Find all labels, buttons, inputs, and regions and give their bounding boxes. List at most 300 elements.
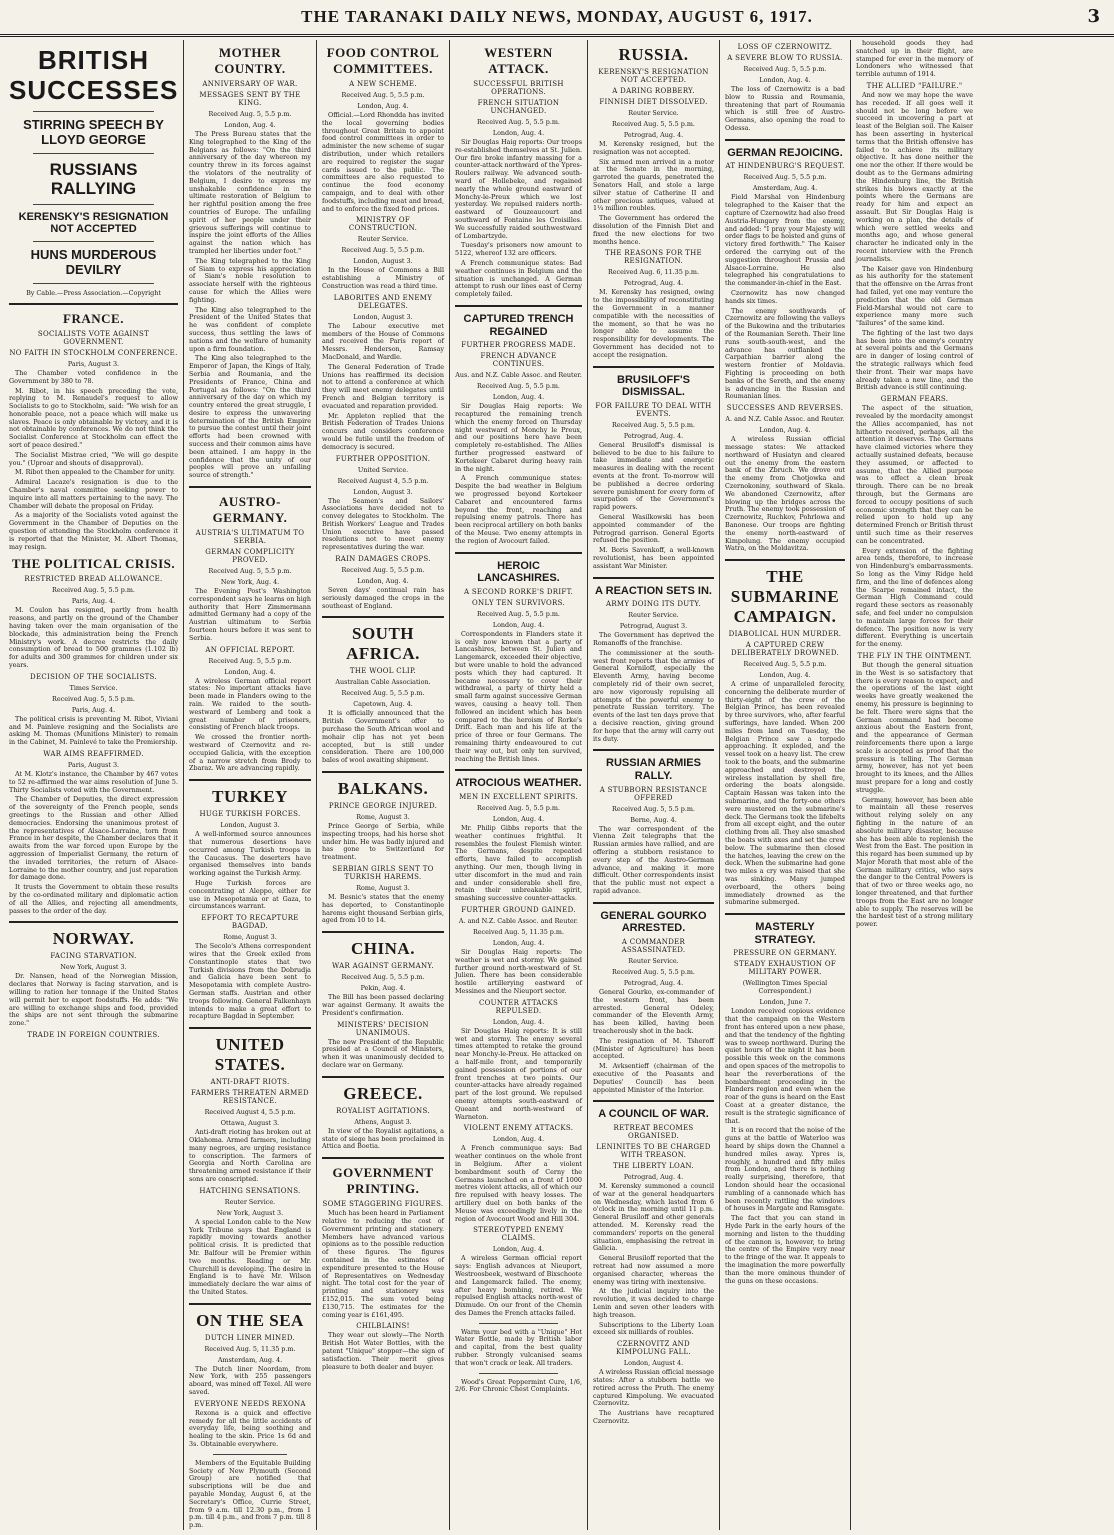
dateline: Paris, August 3. — [67, 359, 120, 368]
paragraph: A wireless German official report says: English advances at Nieuport, Westroosbeek, westward of Bixschoote and Langemarck failed. The enemy, after heavy bombing, retired. We repulsed English attacks north-west of Dixmude. On our front of the Chemin des Dames the French attacks failed. — [455, 1254, 582, 1317]
dateline: Petrograd, Aug. 4. — [623, 279, 684, 288]
dateline: Pekin, Aug. 4. — [360, 984, 406, 993]
dateline: Received Aug. 5, 5.5 p.m. — [208, 567, 292, 576]
source: Reuter Service. — [628, 109, 679, 117]
subhead: FRENCH SITUATION UNCHANGED. — [477, 99, 560, 115]
divider — [33, 283, 154, 284]
dateline: Received Aug. 5, 5.5 p.m. — [612, 804, 695, 813]
dateline: London, Aug. 4. — [759, 426, 811, 435]
divider — [33, 241, 154, 242]
section-government-printing: GOVERNMENT PRINTING. — [332, 1165, 434, 1197]
divider — [322, 931, 444, 933]
subhead: FACING STARVATION. — [50, 952, 137, 961]
subhead: DUTCH LINER MINED. — [204, 1333, 296, 1342]
paragraph: The new President of the Republic presided at a Council of Ministers, when it was unanimously decided to declare war on Germany. — [322, 1037, 444, 1069]
dateline: Received Aug. 6, 11.35 p.m. — [607, 268, 700, 277]
divider — [189, 779, 311, 781]
newspaper-title: THE TARANAKI DAILY NEWS, MONDAY, AUGUST 6, 1917. — [301, 7, 813, 26]
advert-heading: CHILBLAINS! — [356, 1322, 410, 1331]
paragraph: The political crisis is preventing M. Ribot, Viviani and M. Painleve resigning and the Socialists are asking M. Thomas (Munitions Minister) to remain in the Cabinet, M. Painlevé to take the Premiership. — [9, 714, 178, 747]
subhead: HATCHING SENSATIONS. — [199, 1186, 301, 1195]
paragraph: General Gourko, ex-commander of the western front, has been arrested. General Odeley, commander of the Eleventh Army, has been killed, having been treacherously shot in the back. — [593, 988, 714, 1036]
dateline: London, Aug. 4. — [224, 121, 276, 129]
subhead: CZERNOVITZ AND KIMPOLUNG FALL. — [615, 1340, 692, 1357]
paragraph: M. Kerensky resigned, but the resignation was not accepted. — [593, 140, 714, 156]
subhead: A SEVERE BLOW TO RUSSIA. — [727, 54, 843, 62]
paragraph: The Evening Post's Washington correspondent says he learns on high authority that Herr Zimmermann admitted Germany had a copy of the Austrian ultimatum to Serbia fourteen hours before it was sent to Serbia. — [189, 587, 311, 642]
column-2 — [184, 40, 317, 1530]
divider — [9, 303, 178, 305]
divider — [593, 749, 714, 751]
section-france: FRANCE. — [63, 310, 124, 326]
subhead: PRINCE GEORGE INJURED. — [328, 802, 438, 811]
dateline: Received Aug. 5, 5.5 p.m. — [341, 973, 425, 982]
dateline: Rome, August 3. — [223, 933, 277, 942]
paragraph: London received copious evidence that the campaign on the Western front has entered upon a new phase, and that the tendency of the fighting was to sweep northward. During the quiet hours of the night it has been possible this week on the commons and open spaces of the metropolis to hear the reverberations of the bombardment proceeding in the Flanders region and even when the roar of the guns is heard on the East Coast at a greater distance, the result is the strategic significance of that. — [725, 1007, 845, 1125]
subhead: AN OFFICIAL REPORT. — [205, 645, 295, 654]
section-russia: RUSSIA. — [618, 45, 689, 64]
paragraph: A wireless German official report states: No important attacks have been made in Flanders owing to the rain. We raided to the south-westward of Lemberg and took a great number of prisoners, consisting of French black troops. — [189, 676, 311, 732]
dateline: New York, August 3. — [60, 963, 127, 972]
dateline: Received Aug. 5, 5.5 p.m. — [612, 120, 695, 128]
paragraph: A French communique states: Bad weather continues in Belgium and the situation is unchanged. A German attempt to rush our lines east of Cerny completely failed. — [455, 258, 582, 299]
section-submarine-campaign: THE SUBMARINE CAMPAIGN. — [730, 567, 840, 627]
subhead: ROYALIST AGITATIONS. — [336, 1106, 430, 1115]
headline-gourko: GENERAL GOURKO ARRESTED. — [600, 909, 707, 935]
paragraph: Germany, however, has been able to maintain all these reserves without relying solely on any fighting in the nature of an absolute military disaster, because she has been able to replenish the West from the East. The position in this regard has been summed up by Major Morath that most able of the German military critics, who says the danger to the Central Powers is that of two or three weeks ago, no longer threatened, and that further troops from the East are no longer able to supply. The reserves will be the hardest test of a strong military power. — [856, 795, 973, 929]
dateline: London, Aug. 4. — [492, 1245, 545, 1254]
paragraph: General Brusiloff reported that the retreat had now assumed a more organised character, whereas the enemy was tiring with inextensive. — [593, 1254, 714, 1286]
divider — [33, 153, 154, 154]
notice-text: Members of the Equitable Building Society of New Plymouth (Second Group) are notified that subscriptions will be due and payable Monday, August 6, at the Secretary's Office, Currie Street, from 9 a.m. till 12.30 p.m., from 1 p.m. till 4 p.m., and from 7 p.m. till 8 p.m. — [189, 1458, 311, 1530]
dateline: London, Aug. 4. — [492, 1017, 545, 1026]
section-austro-germany: AUSTRO-GERMANY. — [212, 494, 288, 526]
dateline: Received Aug. 5, 5.5 p.m. — [612, 968, 695, 977]
subhead: ARMY DOING ITS DUTY. — [606, 600, 701, 609]
dateline: Ottawa, August 3. — [220, 1119, 280, 1128]
dateline: Received Aug. 5, 5.5 p.m. — [477, 804, 560, 813]
paragraph: But though the general situation in the West is so satisfactory that there is every reason to expect, and the operations of the last eight weeks have greatly weakened the enemy, his pressure is beginning to be felt. There were signs that the German command had become anxious about the Eastern front, and the appearance of German reinforcements there upon a large scale is accepted as proof that the pressure is telling. The German army, however, has not yet been brought to its knees, and the Allies must prepare for a long and costly struggle. — [856, 660, 973, 794]
dateline: Received Aug. 5, 5.5 p.m. — [52, 694, 135, 703]
subhead: MESSAGES SENT BY THE KING. — [199, 91, 301, 107]
paragraph: Sir Douglas Haig reports: We recaptured the remaining trench which the enemy forced on Thursday night westward of Monchy le Preux, and our positions here have been completely re-established. The Allies further progressed eastward of Kortekeer Cabaret during heavy rain in the night. — [455, 402, 582, 473]
dateline: London, August 3. — [353, 487, 413, 496]
subhead: THE REASONS FOR THE RESIGNATION. — [605, 249, 702, 266]
dateline: Received Aug. 5, 5.5 p.m. — [208, 656, 292, 665]
subhead: SOME STAGGERING FIGURES. — [322, 1200, 444, 1209]
dateline: Petrograd, August 3. — [619, 622, 688, 631]
paragraph: The Government has ordered the dissolution of the Finnish Diet and fixed the new elections for two months hence. — [593, 214, 714, 246]
dateline: Received Aug. 5, 11.35 p.m. — [472, 928, 565, 936]
headline-captured-trench: CAPTURED TRENCH REGAINED — [463, 312, 574, 338]
dateline: Received Aug. 5, 5.5 p.m. — [341, 689, 425, 698]
paragraph: Sir Douglas Haig reports: It is still wet and stormy. The enemy several times attempted to retake the ground near Monchy-le-Preux. He attacked on a half-mile front, and temporarily gained possession of portions of our front trenches at two points. Our counter-attacks have already regained part of the lost ground. We repulsed enemy attempts south-eastward of Queant and north-westward of Warneton. — [455, 1026, 582, 1121]
source: United Service. — [357, 465, 409, 474]
headline-kerensky: KERENSKY'S RESIGNATION NOT ACCEPTED — [18, 210, 169, 236]
headline-atrocious-weather: ATROCIOUS WEATHER. — [455, 777, 582, 790]
subhead: RESTRICTED BREAD ALLOWANCE. — [24, 575, 163, 584]
dateline: Petrograd, Aug. 4. — [623, 431, 684, 440]
dateline: Paris, August 3. — [67, 761, 120, 769]
paragraph: A wireless Russian official message states: After a stubborn battle we retired across the Pruth. The enemy captured Kimpolung. We evacuated Czernovitz. — [593, 1368, 714, 1408]
paragraph: Six armed men arrived in a motor at the Senate in the morning, garroted the guards, penetrated the Senators Hall, and stole a large silver statue of Catherine II and other precious antiques, valued at 1¼ million roubles. — [593, 157, 714, 213]
dateline: London, August 3. — [353, 312, 413, 321]
source: Reuter Service. — [357, 235, 409, 244]
subhead: EFFORT TO RECAPTURE BAGDAD. — [201, 914, 299, 931]
advert-text: Wood's Great Peppermint Cure, 1/6, 2/6. For Chronic Chest Complaints. — [455, 1377, 582, 1394]
headline-reaction: A REACTION SETS IN. — [595, 584, 712, 597]
divider — [479, 1373, 558, 1374]
paragraph: In view of the Royalist agitations, a state of siege has been proclaimed in Attica and Boetia. — [322, 1126, 444, 1151]
section-south-africa: SOUTH AFRICA. — [346, 624, 420, 664]
divider — [455, 305, 582, 307]
dateline: Rome, August 3. — [356, 813, 410, 822]
paragraph: It is officially announced that the British Government's offer to purchase the South African wool and mohair clip has not yet been accepted, but is still under consideration. There are 100,000 bales of wool awaiting shipment. — [322, 709, 444, 765]
paragraph: Seven days' continual rain has seriously damaged the crops in the southeast of England. — [322, 586, 444, 610]
divider — [725, 559, 845, 561]
subhead: LOSS OF CZERNOWITZ. — [737, 43, 833, 51]
paragraph: Dr. Nansen, head of the Norwegian Mission, declares that Norway is facing starvation, and is willing to ration her tonnage if the United States will permit her to export foodstuffs. He adds: "We are willing to exchange ships and food, provided the ships are not sent through the submarine zone." — [9, 972, 178, 1028]
subhead: ONLY TEN SURVIVORS. — [472, 598, 565, 607]
paragraph: household goods they had snatched up in their flight, are stamped for ever in the memory of Londoners who witnessed that terrible autumn of 1914. — [856, 40, 973, 79]
source: Aus. and N.Z. Cable Assoc. and Reuter. — [455, 371, 582, 380]
divider — [322, 1157, 444, 1159]
divider — [9, 921, 178, 923]
paragraph: The Bill has been passed declaring war against Germany. It awaits the President's confirmation. — [322, 993, 444, 1017]
paragraph: It is on record that the noise of the guns at the battle of Waterloo was heard by ships down the Channel a hundred miles away. Ypres is, roughly, a hundred and fifty miles from London, and there is nothing really surprising, therefore, that London should hear the occasional rumbling of a cannonade which has been recently rattling the windows of houses in Margate and Ramsgate. — [725, 1126, 845, 1213]
paragraph: A French communique says: Bad weather continues on the whole front in Belgium. After a violent bombardment south of Cerny the Germans launched on a front of 1000 metres violent attacks, all of which our fire repulsed with heavy losses. The artillery duel on both banks of the Meuse was exceedingly lively in the region of Avocourt Wood and Hill 304. — [455, 1144, 582, 1223]
paragraph: Correspondents in Flanders state it is only now known that a party of Lancashires, between St. Julien and Langemarck, exceeded their objective, but were unable to hold the advanced posts which they had captured. It became necessary to cover their withdrawal, a party of thirty held a small farm against successive German waves, causing a heavy toll. Then followed an incident which has been compared to the heroism of Rorke's Drift. Each man and his life at the price of three or four Germans. The remaining thirty endeavoured to cut their way out, but only ten survived, reaching the British lines. — [455, 629, 582, 763]
column-1 — [4, 40, 184, 1530]
divider — [593, 366, 714, 368]
paragraph: As a majority of the Socialists voted against the Government in the Chamber of Deputies on the question of attending the Stockholm conference it is reported that the Minister, M. Albert Thomas, may resign. — [9, 511, 178, 551]
dateline: London, August 3. — [353, 257, 413, 266]
subhead: DECISION OF THE SOCIALISTS. — [30, 672, 157, 681]
section-western-attack: WESTERN ATTACK. — [484, 45, 553, 76]
subhead: A SECOND RORKE'S DRIFT. — [463, 587, 574, 596]
divider — [455, 769, 582, 771]
divider — [593, 1100, 714, 1102]
paragraph: The King also telegraphed to the President of the United States that he was confident of complete success, thus settling the laws of nations and the welfare of humanity upon a firm foundation. — [189, 305, 311, 353]
subhead: SUCCESSES AND REVERSES. — [726, 404, 844, 413]
dateline: Rome, August 3. — [356, 884, 410, 893]
subhead: FURTHER OPPOSITION. — [335, 454, 431, 463]
divider — [593, 902, 714, 904]
paragraph: Huge Turkish forces are concentrating at Aleppo, either for use in Mesopotamia or at Gaza, to circumstances warrant. — [189, 878, 311, 911]
dateline: Received Aug. 5, 5.5 p.m. — [743, 173, 827, 182]
subhead: LENINITES TO BE CHARGED WITH TREASON. — [596, 1143, 711, 1160]
divider — [322, 616, 444, 618]
paragraph: The fact that you can stand in Hyde Park in the early hours of the morning and listen to the thudding of the cannon is, however, to bring the centre of the Empire very near to the fringe of the war. It appeals to the imagination the more powerfully than the more ominous thunder of the guns on these occasions. — [725, 1214, 845, 1285]
page-number: 3 — [1087, 6, 1100, 27]
dateline: London, Aug. 4. — [492, 129, 545, 137]
subhead: RAIN DAMAGES CROPS. — [335, 555, 431, 564]
subhead: SUCCESSFUL BRITISH OPERATIONS. — [473, 80, 564, 96]
dateline: Received Aug. 5, 5.5 p.m. — [477, 118, 560, 126]
paragraph: The commissioner at the south-west front reports that the armies of General Korniloff, especially the Eleventh Army, having become completely rid of their own secret, are now vigorously repulsing all attempts of the powerful enemy to penetrate Russian territory. The events of the last ten days prove that a decisive reaction, giving ground for hope that the army will carry out its duty. — [593, 648, 714, 743]
section-on-the-sea: ON THE SEA — [196, 1310, 304, 1330]
dateline: London, Aug. 4. — [492, 620, 545, 629]
source: A. and N.Z. Cable Assoc. and Reuter. — [725, 415, 845, 424]
paragraph: A crime of unparalleled ferocity, concerning the deliberate murder of thirty-eight of the crew of the Belgian Prince, has been revealed by three survivors, who, after fearful sufferings, have landed. When 200 miles from land on Tuesday, the Belgian Prince saw a torpedo approaching. It exploded, and the vessel took on a heavy list. The crew took to the boats, and the submarine approached and destroyed the wireless installation by shell fire, ordering the boats alongside. Captain Hassan was taken into the submarine, and the forty-one others were mustered on the submarine's deck. The Germans took the lifebelts from all except eight, and the outer clothing from all. They also smashed the boats with axes and set the crew below. The submarine then closed the hatches, leaving the crew on the deck. When the submarine had gone two miles a cry was raised that she was sinking. Many jumped overboard, the others being immediately drowned as the submarine submerged. — [725, 680, 845, 907]
paragraph: General Brusiloff's dismissal is believed to be due to his failure to take immediate and energetic measures in dealing with the recent events at the front. To-morrow will be published a decree ordering severe punishment for every form of usurpation of the Government's rapid powers. — [593, 440, 714, 512]
source: Reuter Service. — [628, 957, 679, 966]
advert-text: They wear out slowly—The North British Hot Water Bottles, with the patent "Unique" stopper—the sign of satisfaction. Their merit gives pleasure to both dealer and buyer. — [322, 1331, 444, 1371]
paragraph: M. Ribot then appealed to the Chamber for unity. — [15, 468, 175, 477]
paragraph: A special London cable to the New York Tribune says that England is rapidly moving towards another political crisis. It is predicted that Mr. Balfour will be Premier within two months. Reading or Mr. Churchill is developing. The desire in England is to have Mr. Wilson immediately declare the war aims of the United States. — [189, 1217, 311, 1296]
divider — [213, 1454, 287, 1455]
paragraph: We crossed the frontier north-westward of Czernovitz and re-occupied Galicia, with the exception of a narrow stretch from Brody to Zbaraz. We are advancing rapidly. — [189, 733, 311, 773]
paragraph: The Kaiser gave von Hindenburg as his authority for the statement that the offensive on the Arras front had failed, yet one may venture the prediction that the old German Field-Marshal would not care to experience many more such "failures" of the same kind. — [856, 264, 973, 328]
masthead — [0, 0, 1114, 37]
paragraph: The fighting of the last two days has been into the enemy's country at several points and the Germans are in danger of losing control of the strategic railways which feed their front. Their war maps have already taken a new line, and the British advance is still continuing. — [856, 328, 973, 392]
dateline: New York, Aug. 4. — [220, 578, 280, 587]
paragraph: The King telegraphed to the King of Siam to express his appreciation of Siam's noble resolution to associate herself with the righteous cause for which the Allies were fighting. — [189, 256, 311, 304]
subhead: A DARING ROBBERY. — [612, 87, 695, 95]
source: Times Service. — [69, 683, 118, 692]
subhead: VIOLENT ENEMY ATTACKS. — [463, 1124, 574, 1133]
headline-council-of-war: A COUNCIL OF WAR. — [598, 1108, 709, 1121]
paragraph: M. Coulon has resigned, partly from health reasons, and partly on the ground of the Chamber having taken over the main organisation of the blockade, this administration being the French Ministry's work. A decree restricts the daily consumption of bread to 500 grammes (1.102 lb) for adults and 300 grammes for children under six years. — [9, 606, 178, 670]
dateline: Received Aug. 5, 5.5 p.m. — [52, 586, 135, 595]
paragraph: Much has been heard in Parliament relative to reducing the cost of Government printing and stationery. Members have advanced various opinions as to the possible reduction of these figures. The figures contained in the estimates of expenditure presented to the House of Representatives on Wednesday night. The total cost for the year of printing and stationery was £152,015. The sum voted being £130,715. The estimates for the coming year is £161,495. — [322, 1209, 444, 1319]
subhead: SERBIAN GIRLS SENT TO TURKISH HAREMS. — [332, 865, 434, 882]
section-norway: NORWAY. — [52, 929, 135, 949]
subhead: DIABOLICAL HUN MURDER. — [728, 630, 842, 639]
paragraph: The resignation of M. Tsheroff (Minister of Agriculture) has been accepted. — [593, 1036, 714, 1061]
subhead: LABORITES AND ENEMY DELEGATES. — [333, 293, 433, 310]
dateline: Paris, Aug. 4. — [71, 597, 116, 606]
subhead: FURTHER GROUND GAINED. — [461, 906, 576, 914]
dateline: London, Aug. 4. — [492, 815, 545, 824]
paragraph: The King also telegraphed to the Emperor of Japan, the Kings of Italy, Serbia and Roumania, and the Presidents of France, China and Portugal as follows: "On the third anniversary of the day on which my country entered the great struggle, I desire to express the unwavering determination of the British Empire to pursue the contest until their joint efforts had been crowned with success and their common aims have been attained. I am happy in the confidence that the unity of our peoples will prove an unfailing source of strength." — [189, 354, 311, 480]
section-china: CHINA. — [351, 939, 415, 959]
advert-heading: EVERYONE NEEDS REXONA — [194, 1399, 306, 1408]
byline: By Cable.—Press Association.—Copyright — [26, 288, 161, 297]
paragraph: M. Kerensky has resigned, owing to the impossibility of reconstituting the Government in a manner compatible with the necessities of the moment, so that he was no longer able to assume the responsibility for developments. The Government has decided not to accept the resignation. — [593, 288, 714, 359]
source: Australian Cable Association. — [335, 678, 431, 687]
dateline: Received Aug. 5, 5.5 p.m. — [612, 420, 695, 429]
paragraph: Official.—Lord Rhondda has invited the local governing bodies throughout Great Britain to appoint food control committees in order to administer the new scheme of sugar distribution, under which retailers are required to register the sugar cards issued to the public. The committees are also requested to continue the food economy campaign, and to deal with other foodstuffs, including meat and bread, and to enforce the fixed food prices. — [322, 111, 444, 213]
dateline: Athens, August 3. — [354, 1117, 412, 1126]
divider — [189, 1303, 311, 1305]
dateline: London, Aug. 4. — [759, 76, 811, 84]
dateline: Capetown, Aug. 4. — [353, 700, 413, 709]
dateline: London, June 7. — [759, 998, 811, 1007]
headline-brusiloff: BRUSILOFF'S DISMISSAL. — [617, 373, 690, 399]
subhead: THE WOOL CLIP. — [349, 667, 417, 676]
subhead: FINNISH DIET DISSOLVED. — [599, 98, 708, 106]
dateline: London, Aug. 4. — [357, 102, 409, 110]
divider — [189, 486, 311, 488]
dateline: Berne, Aug. 4. — [630, 815, 677, 824]
dateline: London, August 3. — [220, 821, 280, 830]
divider — [725, 913, 845, 915]
paragraph: M. Boris Savenkoff, a well-known revolutionist, has been appointed assistant War Minister. — [593, 546, 714, 570]
paragraph: The Chamber of Deputies, the direct expression of the sovereignty of the French people, sends greetings to the Russian and other Allied democracies. Endorsing the unanimous protest of the representatives of Alsace-Lorraine, torn from France in her despite, the Chamber declares that it awaits from the war forced upon Europe by the aggression of Imperialist Germany, the return of the invaded territories, the return of Alsace-Lorraine to the mother country, and just reparation for damage done. — [9, 795, 178, 882]
subhead: A CAPTURED CREW DELIBERATELY DROWNED. — [730, 641, 840, 658]
paragraph: The Socialist Mistrae cried, "We will go despite you." (Uproar and shouts of disapproval). — [9, 450, 178, 467]
headline-german-rejoicing: GERMAN REJOICING. — [727, 146, 843, 159]
divider — [725, 139, 845, 141]
divider — [189, 1027, 311, 1029]
subhead: SOCIALISTS VOTE AGAINST GOVERNMENT. — [37, 329, 150, 346]
paragraph: A well-informed source announces that numerous desertions have occurred among Turkish troops in the Caucasus. The deserters have organised themselves into bands working against the Turkish Army. — [189, 830, 311, 878]
dateline: Received Aug. 5, 11.35 p.m. — [204, 1344, 296, 1353]
paragraph: At the judicial inquiry into the revolution, it was decided to charge Lenin and seven other leaders with high treason. — [593, 1287, 714, 1319]
divider — [455, 552, 582, 554]
dateline: Received Aug. 5, 5.5 p.m. — [341, 566, 425, 575]
dateline: London, Aug. 4. — [357, 577, 409, 586]
paragraph: Sir Douglas Haig reports: Our troops re-established themselves at St. Julien. Our fire broke infantry massing for a counter-attack northward of the Ypres-Roulers railway. We advanced south-ward of Hollebeke, and regained nearly the whole ground eastward of Monchy-le-Preux which we lost yesterday. We repulsed raiders north-eastward of Gouzeaucourt and southward of Fontaine les Croisilles. We successfully raided southwestward of Lombartzyde. — [455, 138, 582, 240]
subhead: AT HINDENBURG'S REQUEST. — [725, 162, 845, 171]
paragraph: Field Marshal von Hindenburg telegraphed to the Kaiser that the capture of Czernowitz had also freed Austria-Hungary from the enemy, and added: "I pray your Majesty will order flags to be hoisted and guns of victory fired forthwith." The Kaiser ordered the carrying out of the suggestion throughout Prussia and Alsace-Lorraine. He also telegraphed his congratulations to the commander-in-chief in the East. — [725, 193, 845, 288]
paragraph: M. Ribot, in his speech preceding the vote, replying to M. Renaudel's request to allow Socialists to go to Stockholm, said: "We wish for an honorable peace, not a peace which will make us slaves. Peace is only obtainable by victory, and it is not obtainable by conferences. We do not think the Socialist Conference at Stockholm can effect the sort of peace desired." — [9, 386, 178, 450]
dateline: Amsterdam, Aug. 4. — [217, 1355, 283, 1364]
subhead: COUNTER ATTACKS REPULSED. — [478, 998, 559, 1015]
subhead: FARMERS THREATEN ARMED RESISTANCE. — [191, 1089, 309, 1106]
dateline: Received Aug. 5, 5.5 p.m. — [477, 382, 560, 391]
paragraph: A French communique states: Despite the bad weather in Belgium we progressed beyond Kortekeer Cabaret and encountered farms beyond the front, reaching and repulsing enemy patrols. There has been reciprocal artillery on both banks of the Meuse. Two enemy attempts in the region of Avocourt failed. — [455, 474, 582, 545]
paragraph: Admiral Lacaze's resignation is due to the Chamber's naval committee seeking power to inquire into all matters pertaining to the navy. The Chamber will debate the proposal on Friday. — [9, 478, 178, 510]
headline-masterly-strategy: MASTERLY STRATEGY. — [754, 921, 816, 946]
dateline: Paris, Aug. 4. — [71, 705, 116, 714]
subhead: THE POLITICAL CRISIS. — [11, 556, 176, 572]
paragraph: Subscriptions to the Liberty Loan exceed six milliards of roubles. — [593, 1320, 714, 1337]
subhead: NO FAITH IN STOCKHOLM CONFERENCE. — [9, 348, 178, 357]
paragraph: Prince George of Serbia, while inspecting troops, had his horse shot under him. He was badly injured and has gone to Switzerland for treatment. — [322, 822, 444, 862]
paragraph: The Seamen's and Sailors' Associations have decided not to convey delegates to Stockholm. The British Workers' League and Trades Union executive have passed resolutions not to meet enemy representatives during the war. — [322, 496, 444, 552]
dateline: Received August 4, 5.5 p.m. — [204, 1108, 296, 1117]
paragraph: General Wasilkowski has been appointed commander of the Petrograd garrison. General Egorts refused the position. — [593, 512, 714, 545]
paragraph: The aspect of the situation, revealed by the mordacity amongst the Allies accompanied, has not hitherto received, perhaps, all the attention it deserves. The Germans have claimed victories where they actually sustained defeats, because they assumed, or affected to assume, that the Allied purpose was to effect a clean break through. There can be no break through, but the Germans are forced to occupy positions of such economic strength that they can be relied upon to hold up any determined French or British thrust until such time as their reserves can be concentrated. — [856, 404, 973, 545]
dateline: London, Aug. 4. — [759, 671, 811, 680]
paragraph: Every extension of the fighting area tends, therefore, to increase von Hindenburg's embarrassments. So long as the Vimy Ridge held firm, and the line of defences along the Scarpe remained intact, the German High Command could regard these sectors as reasonably safe, and feel under no compulsion to maintain large forces for their defence. The position now is very different. Everything is uncertain for the enemy. — [856, 546, 973, 649]
subhead: MEN IN EXCELLENT SPIRITS. — [459, 793, 578, 802]
subhead: THE LIBERTY LOAN. — [613, 1162, 694, 1171]
dateline: London, Aug. 4. — [492, 1135, 545, 1144]
dateline: London, Aug. 4. — [492, 393, 545, 402]
paragraph: Tuesday's prisoners now amount to 5122, whereof 132 are officers. — [455, 241, 582, 258]
column-4 — [450, 40, 588, 1530]
paragraph: It trusts the Government to obtain these results by the co-ordinated military and diplomatic action of all the Allies, and rejecting all amendments, passes to the order of the day. — [9, 883, 178, 915]
divider — [322, 771, 444, 773]
subhead: THE ALLIED "FAILURE." — [866, 81, 963, 90]
paragraph: The loss of Czernowitz is a bad blow to Russia and Roumania, threatening that part of Roumania which is still free of Austro-Germans, also opening the road to Odessa. — [725, 85, 845, 132]
dateline: Received Aug. 5, 5.5 p.m. — [208, 110, 292, 118]
subhead: A STUBBORN RESISTANCE OFFERED — [599, 785, 708, 802]
paragraph: The Press Bureau states that the King telegraphed to the King of the Belgians as follows: "On the third anniversary of the day whereon my country threw in its forces against the violators of the neutrality of Belgium, I desire to express my unshakable confidence in the ultimate restoration of Belgium to her rightful position among the free countries of Europe. The unfailing spirit of her people under their grievous sufferings will continue to inspire the joint efforts of the Allies against the nation which has trampled her liberties under foot." — [189, 130, 311, 255]
source: A. and N.Z. Cable Assoc. and Reuter. — [458, 917, 579, 925]
dateline: Received Aug. 5, 5.5 p.m. — [477, 609, 560, 618]
paragraph: The Austrians have recaptured Czernovitz. — [593, 1409, 714, 1426]
subhead: STEADY EXHAUSTION OF MILITARY POWER. — [733, 960, 837, 977]
paragraph: M. Avksentieff (chairman of the executive of the Peasants and Deputies' Council) has been appointed Minister of the Interior. — [593, 1062, 714, 1094]
dateline: London, Aug. 4. — [224, 667, 276, 676]
subhead: MINISTERS' DECISION UNANIMOUS. — [337, 1020, 429, 1037]
paragraph: The General Federation of Trade Unions has reaffirmed its decision not to attend a conference at which they will meet enemy delegates until French and Belgian territory is evacuated and reparation provided. — [322, 362, 444, 410]
source: Reuter Service. — [224, 1197, 276, 1206]
subhead: HUGE TURKISH FORCES. — [199, 810, 301, 819]
paragraph: M. Besnic's states that the enemy has deported, to Constantinople harems eight thousand Serbian girls, aged from 10 to 14. — [322, 893, 444, 925]
subhead: RETREAT BECOMES ORGANISED. — [613, 1124, 694, 1141]
section-balkans: BALKANS. — [337, 779, 429, 799]
paragraph: In the House of Commons a Bill establishing a Ministry of Construction was read a third time. — [322, 266, 444, 290]
dateline: New York, August 3. — [216, 1208, 284, 1217]
paragraph: Mr. Appleton replied that the British Federation of Trades Unions concurs and considers conference would be futile until the freedom of democracy is secured. — [322, 411, 444, 451]
headline-russians-rallying: RUSSIANS RALLYING — [49, 159, 138, 199]
subhead: FURTHER PROGRESS MADE. — [461, 341, 576, 350]
divider — [479, 1323, 558, 1324]
advert-text: Rexona is a quick and effective remedy for all the little accidents of everyday life, being soothing and healing to the skin. Price 1s 6d and 3s. Obtainable everywhere. — [189, 1408, 311, 1449]
dateline: Petrograd, Aug. 4. — [623, 1173, 684, 1182]
paragraph: The Chamber voted confidence in the Government by 380 to 78. — [9, 368, 178, 385]
subhead: WAR AGAINST GERMANY. — [332, 962, 434, 971]
section-united-states: UNITED STATES. — [214, 1035, 286, 1075]
paragraph: The war correspondent of the Vienna Zeit telegraphs that the Russian armies have rallied, and are offering a stubborn resistance to every step of the Austro-German advance, and making it more difficult. Other correspondents insist that the public must not expect a rapid advance. — [593, 824, 714, 896]
dateline: Petrograd, Aug. 4. — [623, 131, 684, 139]
divider — [322, 1076, 444, 1078]
subhead: AUSTRIA'S ULTIMATUM TO SERBIA. — [195, 529, 305, 546]
subhead: ANNIVERSARY OF WAR. — [202, 80, 298, 88]
paragraph: The Labour executive met members of the House of Commons and received the Paris report of Messrs. Henderson, Ramsay MacDonald, and Wardle. — [322, 321, 444, 361]
section-mother-country: MOTHER COUNTRY. — [214, 45, 286, 76]
advert-text: Warm your bed with a "Unique" Hot Water Bottle, made by British labor and capital, from the best quality rubber. Strongly vulcanised seams that won't crack or leak. All traders. — [455, 1327, 582, 1367]
subhead: WAR AIMS REAFFIRMED. — [43, 750, 144, 758]
subhead: PRESSURE ON GERMANY. — [733, 949, 837, 958]
source: Reuter Service. — [628, 611, 679, 620]
dateline: Received Aug. 5, 5.5 p.m. — [341, 91, 425, 99]
paragraph: Anti-draft rioting has broken out at Oklahoma. Armed farmers, including many negroes, are urging resistance to conscription. The farmers of Georgia and North Carolina are threatening armed resistance if their sons are conscripted. — [189, 1128, 311, 1183]
paragraph: Czernowitz has now changed hands six times. — [725, 288, 845, 305]
headline-heroic-lancashires: HEROIC LANCASHIRES. — [477, 559, 560, 585]
section-greece: GREECE. — [343, 1083, 423, 1103]
section-turkey: TURKEY — [212, 787, 288, 807]
paragraph: Sir Douglas Haig reports: The weather is wet and stormy. We gained further ground north-westward of St. Julien. There has been considerable hostile artillerying eastward of Messines and the Nieuport sector. — [455, 948, 582, 995]
paragraph: The enemy southwards of Czernowitz are following the valleys of the Bukowina and the tributaries of the Roumanian Sereth. Their line runs south-south-west, and the advance has outflanked the Carpathian barrier along the western frontier of Moldavia. Fighting is proceeding on both banks of the Sereth, and the enemy is advancing in the Russian and Roumanian lines. — [725, 306, 845, 401]
subhead: THE FLY IN THE OINTMENT. — [857, 651, 972, 660]
paragraph: The Secolo's Athens correspondent wires that the Greek exiled from Constantinople states that two Turkish divisions from the Dobrudja and Galicia have been sent to Mesopotamia with complete Austro-German staffs. Austrian and other troops following. General Falkenhayn intends to make a great effort to recapture Bagdad in September. — [189, 942, 311, 1021]
divider — [33, 204, 154, 205]
columns — [4, 40, 1110, 1530]
dateline: Received Aug. 5, 5.5 p.m. — [743, 65, 827, 73]
subhead: GERMAN FEARS. — [880, 395, 949, 404]
subhead: TRADE IN FOREIGN COUNTRIES. — [27, 1030, 160, 1039]
headline-huns-devilry: HUNS MURDEROUS DEVILRY — [30, 247, 157, 277]
subhead: KERENSKY'S RESIGNATION NOT ACCEPTED. — [598, 68, 709, 84]
column-5 — [588, 40, 720, 1530]
subhead: GERMAN COMPLICITY PROVED. — [205, 548, 295, 565]
column-3 — [317, 40, 450, 1530]
paragraph: A wireless Russian official message states: We attacked northward of Husiatyn and cleared out the enemy from the eastern bank of the Zbruch. We drove out the enemy from Chotjowka and Czernokoniny, southward of Skala. We abandoned Czernowitz, after blowing up the bridges across the Pruth. The enemy took possession of Czernowitz, Ruchkov, Pohrlowa and Banonese. Our troops are fighting the enemy north-eastward of Kimpolung. The enemy occupied Watra, on the Moldavitza. — [725, 435, 845, 553]
column-6 — [720, 40, 851, 1530]
dateline: Received Aug. 5, 5.5 p.m. — [743, 660, 827, 669]
headline-lloyd-george: STIRRING SPEECH BY LLOYD GEORGE — [23, 116, 164, 147]
paragraph: The Government has deprived the Romanoffs of the franchise. — [593, 631, 714, 647]
subhead: MINISTRY OF CONSTRUCTION. — [348, 216, 418, 233]
divider — [33, 111, 154, 112]
dateline: London, Aug. 4. — [492, 939, 545, 947]
paragraph: Mr. Philip Gibbs reports that the weather continues frightful. It resembles the foulest Flemish winter. The Germans, despite repeated efforts, have failed to accomplish anything. Our men, though living in utter discomfort in the mud and rain and under considerable shell fire, retain their unbreakable spirit, smashing successive counter-attacks. — [455, 824, 582, 903]
dateline: Received August 4, 5.5 p.m. — [337, 476, 429, 485]
section-food-control: FOOD CONTROL COMMITTEES. — [326, 45, 440, 76]
subhead: A COMMANDER ASSASSINATED. — [621, 938, 686, 955]
source: (Wellington Times Special Correspondent.) — [742, 979, 828, 996]
divider — [593, 577, 714, 579]
subhead: STEREOTYPED ENEMY CLAIMS. — [473, 1226, 564, 1243]
subhead: ANTI-DRAFT RIOTS. — [210, 1078, 290, 1087]
column-7 — [851, 40, 978, 1530]
